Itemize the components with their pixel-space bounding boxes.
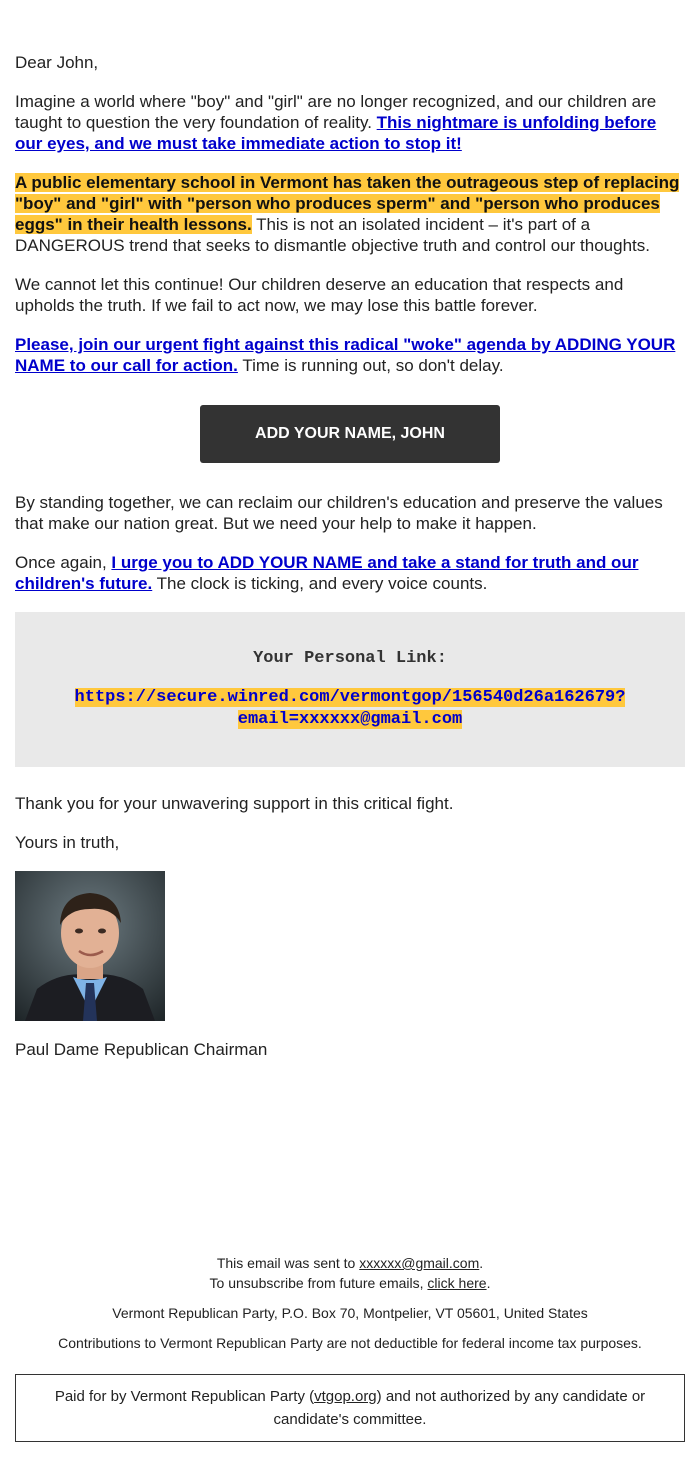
footer-text: This email was sent to xyxy=(216,1255,360,1271)
paragraph-text: Imagine a world where "boy" and "girl" are no longer recognized, and our children are taught to question the very foundation of reality. xyxy=(15,92,657,132)
vtgop-link[interactable]: vtgop.org xyxy=(314,1388,377,1405)
nightmare-link[interactable]: This nightmare is unfolding before our eyes, and we must take immediate action to stop it! xyxy=(15,113,657,153)
paragraph-text: Once again, xyxy=(15,553,112,572)
unsubscribe-line xyxy=(15,1273,685,1293)
footer-text: Paid for by Vermont Republican Party ( xyxy=(54,1388,315,1405)
personal-link-url[interactable] xyxy=(35,687,665,731)
urge-add-name-link[interactable]: I urge you to ADD YOUR NAME and take a stand for truth and our children's future. xyxy=(15,553,639,593)
footer-text: To unsubscribe from future emails, xyxy=(209,1275,428,1291)
email-body xyxy=(15,52,685,1078)
paragraph-continue: We cannot let this continue! Our children deserve an education that respects and upholds the truth. If we fail to act now, we may lose this battle forever. xyxy=(15,275,624,315)
email-footer xyxy=(15,1253,685,1442)
paragraph-standing: By standing together, we can reclaim our children's education and preserve the values that make our nation great. But we need your help to make it happen. xyxy=(15,493,663,533)
cta-container xyxy=(15,405,685,463)
unsubscribe-link[interactable]: click here xyxy=(427,1275,487,1291)
highlighted-text: A public elementary school in Vermont has taken the outrageous step of replacing "boy" and "girl" with "person who produces sperm" and "person who produces eggs" in their health lessons. xyxy=(15,173,680,234)
sent-to-line xyxy=(15,1253,685,1273)
contributions-notice: Contributions to Vermont Republican Party are not deductible for federal income tax purposes. xyxy=(58,1335,642,1351)
closing-text: Yours in truth, xyxy=(15,833,120,852)
paragraph-school xyxy=(15,172,685,256)
paragraph-text: Time is running out, so don't delay. xyxy=(237,356,504,375)
join-fight-link[interactable]: Please, join our urgent fight against this radical "woke" agenda by ADDING YOUR NAME to our call for action. xyxy=(15,335,676,375)
paragraph-join xyxy=(15,334,685,376)
greeting: Dear John, xyxy=(15,53,99,72)
personal-link-url-line1[interactable]: https://secure.winred.com/vermontgop/156540d26a162679? xyxy=(74,688,626,707)
signature: Paul Dame Republican Chairman xyxy=(15,1040,268,1059)
address-line: Vermont Republican Party, P.O. Box 70, Montpelier, VT 05601, United States xyxy=(112,1305,588,1321)
add-your-name-button[interactable]: ADD YOUR NAME, JOHN xyxy=(200,405,500,463)
paragraph-text: The clock is ticking, and every voice counts. xyxy=(152,574,488,593)
footer-text: ) and not authorized by any candidate or candidate's committee. xyxy=(273,1388,646,1428)
personal-link-label: Your Personal Link: xyxy=(253,649,447,668)
thanks-text: Thank you for your unwavering support in this critical fight. xyxy=(15,794,454,813)
footer-text: . xyxy=(486,1275,491,1291)
personal-link-box xyxy=(15,612,685,767)
personal-link-url-line2[interactable]: email=xxxxxx@gmail.com xyxy=(237,710,463,729)
recipient-email-link[interactable]: xxxxxx@gmail.com xyxy=(359,1255,480,1271)
paragraph-intro xyxy=(15,91,685,154)
paragraph-urge xyxy=(15,552,685,594)
chairman-photo xyxy=(15,871,165,1021)
paragraph-text: This is not an isolated incident – it's part of a DANGEROUS trend that seeks to dismantle objective truth and control our thoughts. xyxy=(15,215,650,255)
paid-for-box xyxy=(15,1374,685,1442)
footer-text: . xyxy=(479,1255,484,1271)
